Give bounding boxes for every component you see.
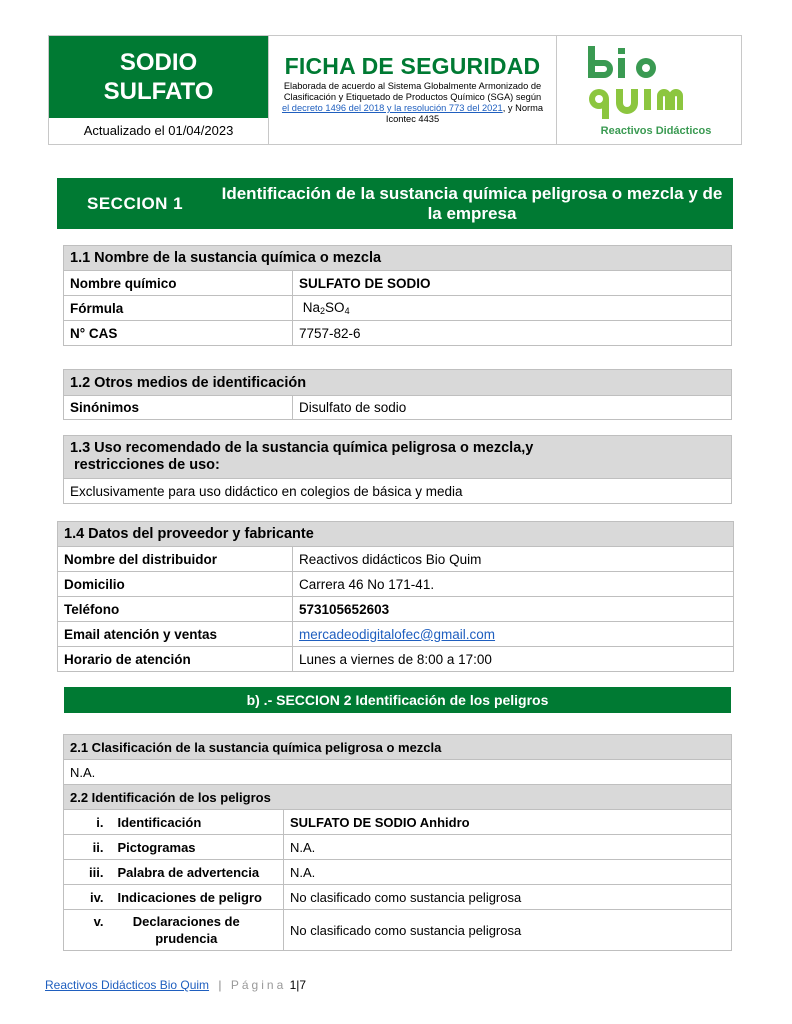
bioquim-logo (558, 36, 742, 144)
row-value: 7757-82-6 (293, 321, 732, 346)
table-heading: 1.4 Datos del proveedor y fabricante (58, 522, 734, 547)
row-label (112, 910, 284, 951)
formula-subscript: 2 (320, 306, 326, 316)
row-label: Nombre químico (64, 271, 293, 296)
table-substance-name (63, 245, 732, 346)
product-box (49, 36, 269, 144)
sheet-description (269, 80, 556, 125)
product-name (49, 36, 268, 118)
row-label: Identificación (112, 810, 284, 835)
formula-part: SO (325, 300, 345, 315)
product-name-line1: SODIO (119, 49, 198, 76)
email-link[interactable]: mercadeodigitalofec@gmail.com (299, 626, 496, 642)
table-heading: 2.1 Clasificación de la sustancia química peligrosa o mezcla (64, 735, 732, 760)
footer-company-link[interactable]: Reactivos Didácticos Bio Quim (45, 978, 210, 992)
email-cell (293, 622, 734, 647)
row-value: No clasificado como sustancia peligrosa (284, 910, 732, 951)
table-heading: 1.2 Otros medios de identificación (64, 370, 732, 396)
roman-numeral: i. (64, 810, 112, 835)
row-label: Sinónimos (64, 396, 293, 420)
page-footer (45, 978, 306, 992)
logo-graphic (558, 36, 742, 144)
row-label: N° CAS (64, 321, 293, 346)
row-value: Reactivos didácticos Bio Quim (293, 547, 734, 572)
table-supplier (57, 521, 734, 672)
formula-value (293, 296, 732, 321)
section1-label: SECCION 1 (87, 194, 184, 213)
row-label: Palabra de advertencia (112, 860, 284, 885)
table-recommended-use (63, 435, 732, 504)
row-value: N.A. (284, 835, 732, 860)
section1-banner (57, 178, 733, 229)
row-value: Lunes a viernes de 8:00 a 17:00 (293, 647, 734, 672)
updated-date: Actualizado el 01/04/2023 (83, 123, 234, 138)
section1-title: Identificación de la sustancia química peligrosa o mezcla y de la empresa (221, 184, 723, 223)
label-line: Declaraciones de (132, 914, 240, 929)
row-value: No clasificado como sustancia peligrosa (284, 885, 732, 910)
row-value: Carrera 46 No 171-41. (293, 572, 734, 597)
page-label: Página (230, 978, 287, 992)
row-label: Pictogramas (112, 835, 284, 860)
roman-numeral: ii. (64, 835, 112, 860)
row-label: Indicaciones de peligro (112, 885, 284, 910)
table-other-identification (63, 369, 732, 420)
roman-numeral: iv. (64, 885, 112, 910)
sheet-title-box (269, 36, 557, 144)
row-label: Email atención y ventas (58, 622, 293, 647)
row-value: Exclusivamente para uso didáctico en colegios de básica y media (64, 479, 732, 504)
table-heading: 1.1 Nombre de la sustancia química o mezcla (64, 246, 732, 271)
page-total: 7 (299, 978, 307, 992)
formula-subscript: 4 (344, 306, 350, 316)
description-text: Elaborada de acuerdo al Sistema Globalmente Armonizado de Clasificación y Etiquetado de Productos Químico (SGA) según (283, 81, 542, 102)
footer-separator: | (218, 978, 222, 992)
row-value: N.A. (64, 760, 732, 785)
phone-value: 573105652603 (293, 597, 734, 622)
formula-part: Na (302, 300, 321, 315)
row-value: SULFATO DE SODIO (293, 271, 732, 296)
row-label: Fórmula (64, 296, 293, 321)
logo-tagline: Reactivos Didácticos (600, 125, 712, 137)
row-value: SULFATO DE SODIO Anhidro (284, 810, 732, 835)
table-heading: 2.2 Identificación de los peligros (64, 785, 732, 810)
product-name-line2: SULFATO (103, 78, 214, 105)
page-separator: | (296, 978, 300, 992)
decree-link[interactable]: el decreto 1496 del 2018 y la resolución 773 del 2021 (281, 103, 503, 113)
heading-line: restricciones de uso: (74, 457, 220, 473)
row-label: Horario de atención (58, 647, 293, 672)
row-value: N.A. (284, 860, 732, 885)
label-line: prudencia (155, 931, 218, 946)
table-heading (64, 436, 732, 479)
row-label: Teléfono (58, 597, 293, 622)
row-label: Domicilio (58, 572, 293, 597)
sheet-title: FICHA DE SEGURIDAD (284, 53, 541, 79)
roman-numeral: iii. (64, 860, 112, 885)
document-header (48, 35, 742, 145)
table-hazard-identification (63, 734, 732, 951)
heading-line: 1.3 Uso recomendado de la sustancia química peligrosa o mezcla,y (70, 440, 534, 456)
page-number: 1 (289, 978, 297, 992)
description-text-end: , y Norma Icontec 4435 (385, 103, 543, 124)
section2-banner: b) .- SECCION 2 Identificación de los peligros (64, 687, 731, 713)
row-value: Disulfato de sodio (293, 396, 732, 420)
row-label: Nombre del distribuidor (58, 547, 293, 572)
roman-numeral: v. (64, 910, 112, 951)
